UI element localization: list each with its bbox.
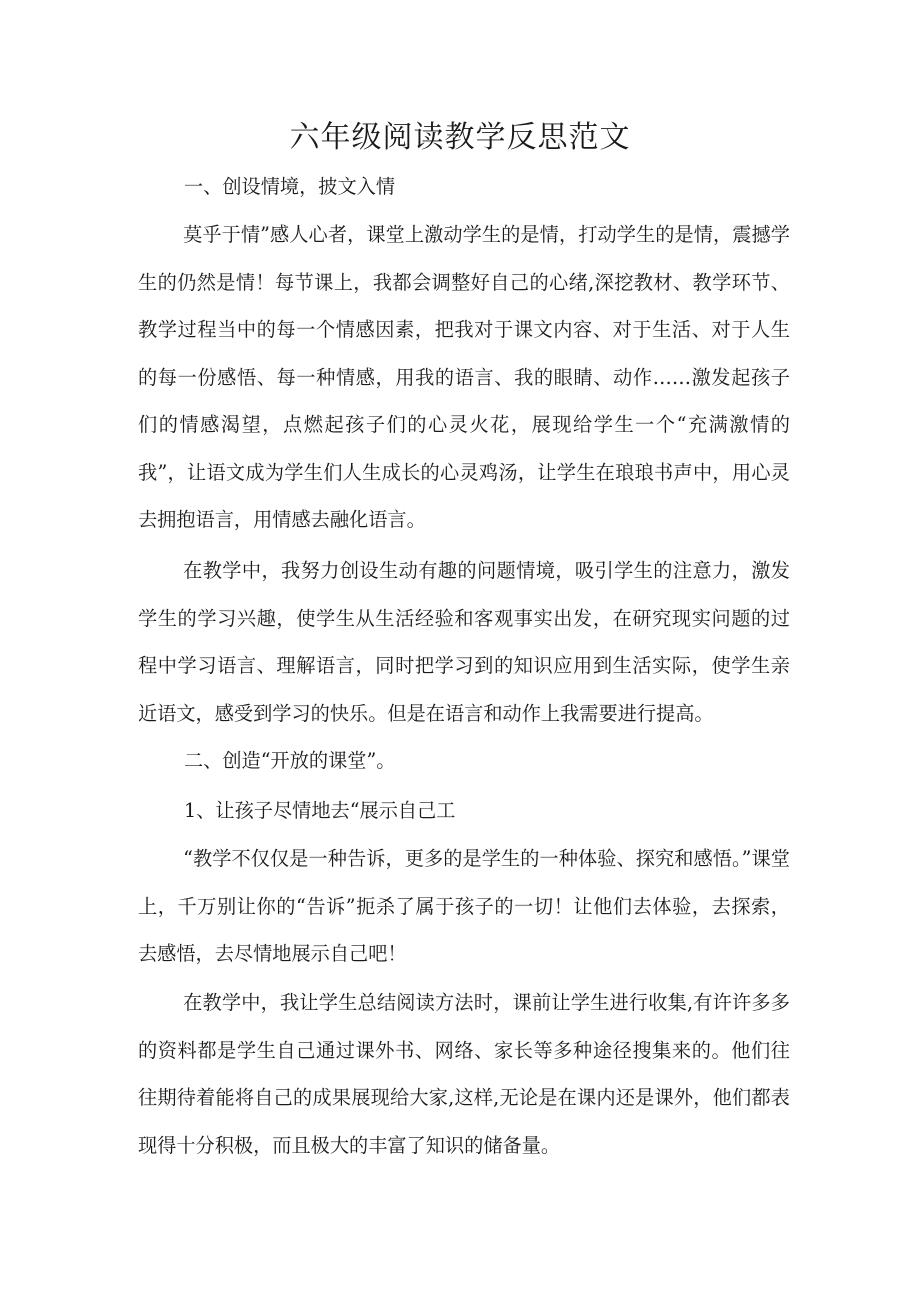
paragraph-3: “教学不仅仅是一种告诉，更多的是学生的一种体验、探究和感悟。”课堂上，千万别让你的“告诉”扼杀了属于孩子的一切！让他们去体验，去探索，去感悟，去尽情地展示自己吧！	[138, 847, 790, 965]
document-title: 六年级阅读教学反思范文	[289, 120, 631, 155]
paragraph-4: 在教学中，我让学生总结阅读方法时，课前让学生进行收集,有许许多多的资料都是学生自己通过课外书、网络、家长等多种途径搜集来的。他们往往期待着能将自己的成果展现给大家,这样,无论是在课内还是课外，他们都表现得十分积极，而且极大的丰富了知识的储备量。	[138, 991, 790, 1157]
paragraph-1: 莫乎于情”感人心者，课堂上激动学生的是情，打动学生的是情，震撼学生的仍然是情！每节课上，我都会调整好自己的心绪,深挖教材、教学环节、教学过程当中的每一个情感因素，把我对于课文内容、对于生活、对于人生的每一份感悟、每一种情感，用我的语言、我的眼睛、动作……激发起孩子们的情感渴望，点燃起孩子们的心灵火花，展现给学生一个“充满激情的我”，让语文成为学生们人生成长的心灵鸡汤，让学生在琅琅书声中，用心灵去拥抱语言，用情感去融化语言。	[138, 223, 790, 531]
paragraph-2: 在教学中，我努力创设生动有趣的问题情境，吸引学生的注意力，激发学生的学习兴趣，使学生从生活经验和客观事实出发，在研究现实问题的过程中学习语言、理解语言，同时把学习到的知识应用到生活实际，使学生亲近语文，感受到学习的快乐。但是在语言和动作上我需要进行提高。	[138, 559, 790, 725]
subsection-1-heading: 1、让孩子尽情地去“展示自己工	[184, 799, 456, 822]
section-2-heading: 二、创造“开放的课堂”。	[184, 749, 396, 772]
section-1-heading: 一、创设情境，披文入情	[184, 175, 396, 198]
